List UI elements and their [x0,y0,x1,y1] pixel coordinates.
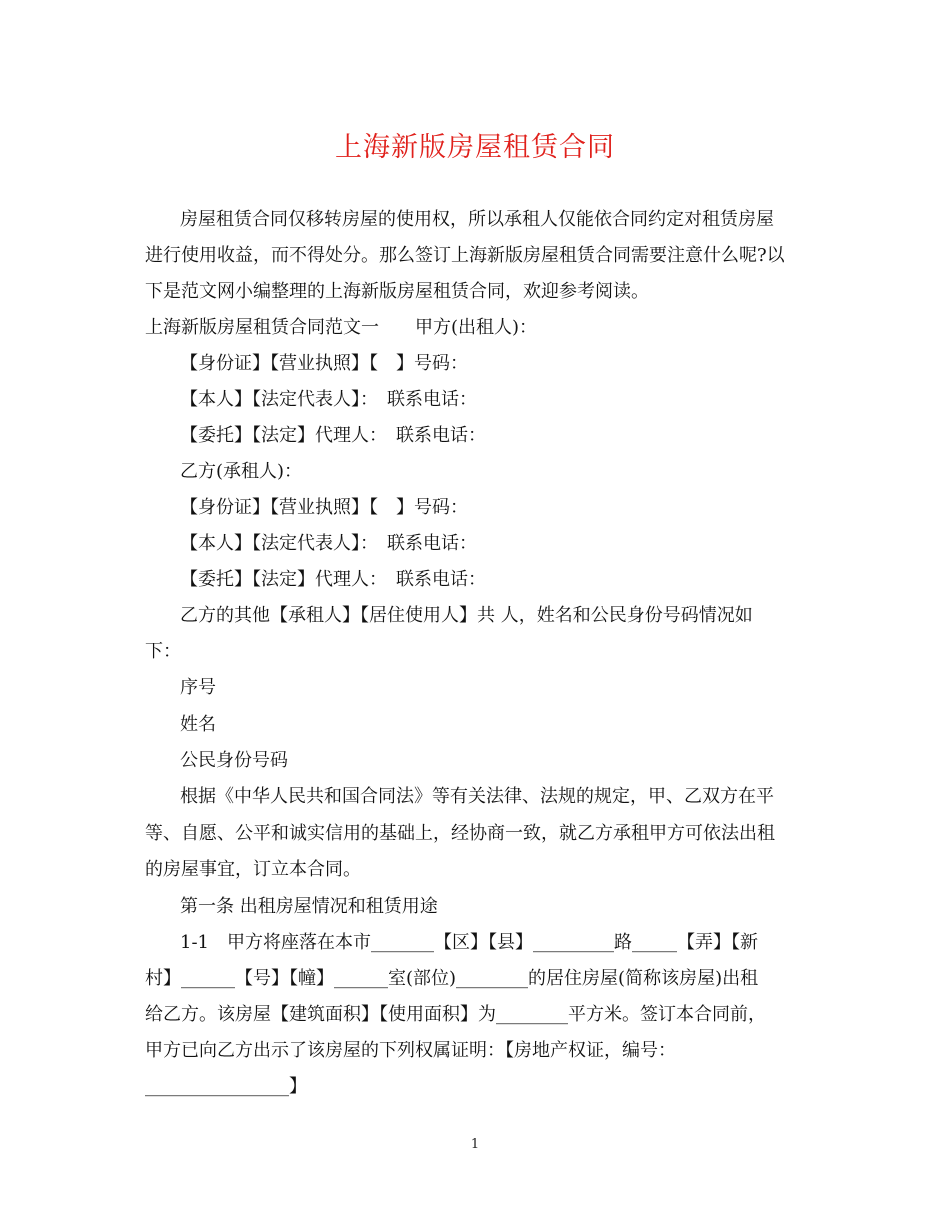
paragraph-line: 1-1 甲方将座落在本市_______【区】【县】_________路_____【弄】【新 [180,932,758,953]
paragraph-line: 根据《中华人民共和国合同法》等有关法律、法规的规定，甲、乙双方在平 [180,786,774,807]
page-number: 1 [470,1137,480,1152]
paragraph-line: 【身份证】【营业执照】【 】号码： [180,353,468,374]
paragraph-line: 【本人】【法定代表人】： 联系电话： [180,389,477,410]
section-heading: 第一条 出租房屋情况和租赁用途 [180,896,438,917]
paragraph-line: 村】______【号】【幢】______室(部位)________的居住房屋(简称该房屋)出租 [145,968,759,989]
paragraph-line: 的房屋事宜，订立本合同。 [145,859,361,880]
paragraph-line: 【委托】【法定】代理人： 联系电话： [180,425,486,446]
paragraph-line: 乙方的其他【承租人】【居住使用人】共 人，姓名和公民身份号码情况如 [180,605,753,626]
paragraph-line: 下是范文网小编整理的上海新版房屋租赁合同，欢迎参考阅读。 [145,281,649,302]
paragraph-line: 等、自愿、公平和诚实信用的基础上，经协商一致，就乙方承租甲方可依法出租 [145,823,775,844]
document-title: 上海新版房屋租赁合同 [335,132,615,163]
paragraph-line: 【身份证】【营业执照】【 】号码： [180,497,468,518]
paragraph-line: 甲方已向乙方出示了该房屋的下列权属证明：【房地产权证，编号： [145,1040,676,1061]
paragraph-line: 公民身份号码 [180,750,288,771]
paragraph-line: 上海新版房屋租赁合同范文一 甲方(出租人)： [145,317,538,338]
paragraph-line: 给乙方。该房屋【建筑面积】【使用面积】为________平方米。签订本合同前， [145,1004,766,1025]
paragraph-line: 序号 [180,677,216,698]
paragraph-line: 房屋租赁合同仅移转房屋的使用权，所以承租人仅能依合同约定对租赁房屋 [180,209,774,230]
paragraph-line: 乙方(承租人)： [180,461,303,482]
paragraph-line: 【本人】【法定代表人】： 联系电话： [180,533,477,554]
paragraph-line: 下： [145,641,181,662]
paragraph-line: ________________】 [145,1076,307,1097]
paragraph-line: 进行使用收益，而不得处分。那么签订上海新版房屋租赁合同需要注意什么呢?以 [145,245,785,266]
paragraph-line: 姓名 [180,714,216,735]
paragraph-line: 【委托】【法定】代理人： 联系电话： [180,569,486,590]
